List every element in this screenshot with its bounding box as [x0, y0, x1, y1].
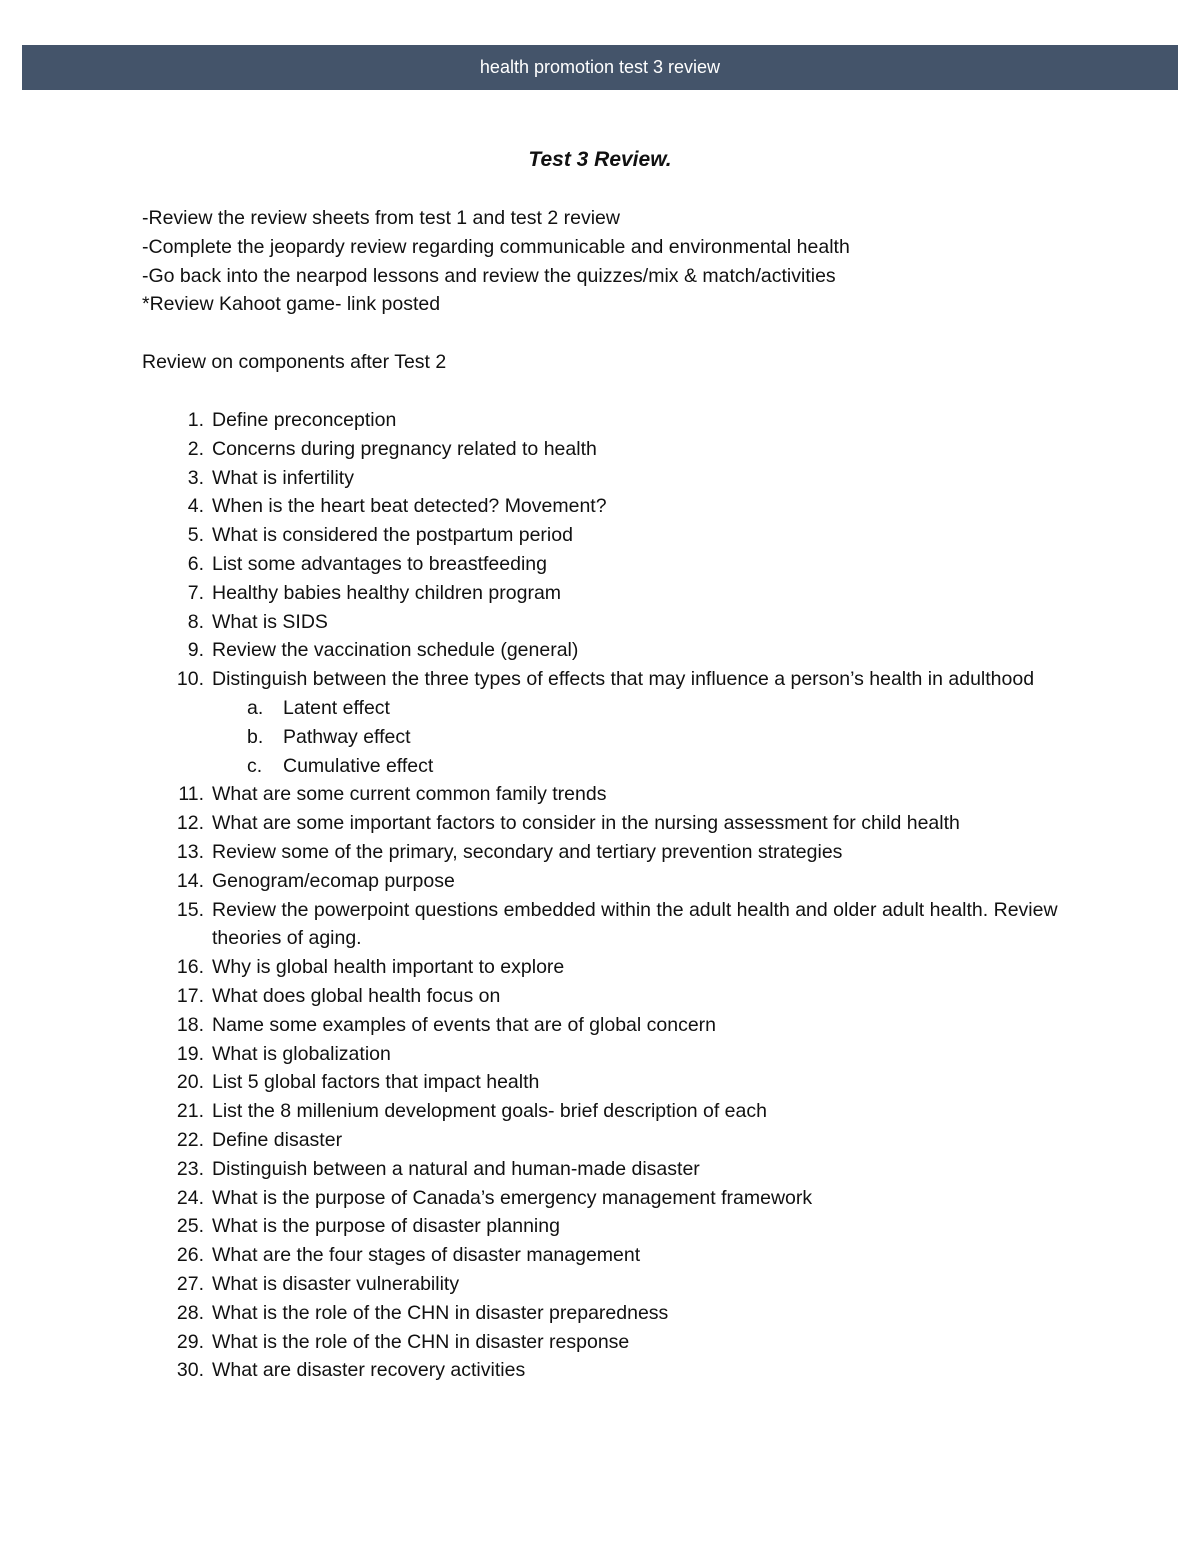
list-item [142, 982, 1062, 1011]
list-item-number: 30. [176, 1359, 204, 1382]
list-item-text: Review some of the primary, secondary and tertiary prevention strategies [212, 840, 843, 863]
list-item [142, 636, 1062, 665]
list-item [142, 1184, 1062, 1213]
list-item-text: What does global health focus on [212, 984, 501, 1007]
document-title: Test 3 Review. [528, 148, 672, 171]
list-item-number: 26. [176, 1244, 204, 1267]
list-item-text: What are some current common family trends [212, 783, 607, 806]
list-item-number: 29. [176, 1330, 204, 1353]
list-item-text: What is globalization [212, 1042, 391, 1065]
list-item-text: Review the powerpoint questions embedded within the adult health and older adult health. Review theories of aging. [212, 898, 1058, 950]
list-item-number: 15. [176, 898, 204, 921]
list-item-number: 28. [176, 1301, 204, 1324]
list-item [142, 1040, 1062, 1069]
header-title: health promotion test 3 review [479, 57, 721, 77]
list-item-number: 3. [187, 466, 204, 489]
list-item-text: Distinguish between a natural and human-made disaster [212, 1157, 700, 1180]
list-item-number: 21. [176, 1100, 204, 1123]
list-item [142, 1126, 1062, 1155]
instructions-block [142, 204, 850, 319]
list-item-number: 14. [176, 869, 204, 892]
list-item-number: 19. [176, 1042, 204, 1065]
instruction-line: -Go back into the nearpod lessons and review the quizzes/mix & match/activities [142, 264, 836, 287]
list-item-number: 12. [176, 812, 204, 835]
list-item-text: Healthy babies healthy children program [212, 581, 562, 604]
list-item-number: 17. [176, 984, 204, 1007]
list-item [142, 435, 1062, 464]
sub-list-item-text: Latent effect [283, 696, 390, 719]
list-item-number: 24. [176, 1186, 204, 1209]
list-item [142, 464, 1062, 493]
header-bar [22, 45, 1178, 90]
list-item-text: List the 8 millenium development goals- brief description of each [212, 1100, 767, 1123]
list-item-text: What are the four stages of disaster management [212, 1244, 641, 1267]
list-item [142, 838, 1062, 867]
list-item-text: Define preconception [212, 409, 397, 431]
list-item-number: 4. [187, 495, 204, 518]
list-item-number: 27. [176, 1272, 204, 1295]
list-item [142, 665, 1062, 780]
list-item-number: 6. [187, 552, 204, 575]
list-item [142, 579, 1062, 608]
sub-list-item-letter: b. [247, 725, 264, 748]
instruction-line: -Review the review sheets from test 1 and test 2 review [142, 207, 620, 229]
instruction-line: -Complete the jeopardy review regarding communicable and environmental health [142, 235, 850, 258]
list-item-number: 22. [176, 1128, 204, 1151]
list-item [142, 521, 1062, 550]
list-item [142, 867, 1062, 896]
list-item [142, 608, 1062, 637]
instruction-line: *Review Kahoot game- link posted [142, 293, 441, 316]
sub-list-item-letter: a. [247, 696, 264, 719]
list-item-text: Review the vaccination schedule (general) [212, 639, 579, 662]
list-item-text: What is the role of the CHN in disaster preparedness [212, 1301, 669, 1324]
list-item [142, 550, 1062, 579]
list-item [142, 1356, 1062, 1385]
list-item-text: What is infertility [212, 466, 354, 489]
list-item-text: What is considered the postpartum period [212, 524, 573, 547]
sub-list-item-letter: c. [247, 754, 263, 777]
list-item-text: What is SIDS [212, 610, 328, 633]
list-item [142, 492, 1062, 521]
list-item-number: 18. [176, 1013, 204, 1036]
list-item-number: 20. [176, 1071, 204, 1094]
list-item-number: 25. [176, 1215, 204, 1238]
review-question-list [142, 406, 1062, 1385]
list-item [142, 1011, 1062, 1040]
list-item [142, 809, 1062, 838]
list-item-number: 10. [176, 668, 204, 691]
list-item-text: What are disaster recovery activities [212, 1359, 526, 1382]
list-item-text: Name some examples of events that are of global concern [212, 1013, 717, 1036]
list-item-text: List some advantages to breastfeeding [212, 552, 547, 575]
list-item [142, 953, 1062, 982]
list-item-number: 7. [187, 581, 204, 604]
list-item-number: 5. [187, 524, 204, 547]
list-item-text: What is disaster vulnerability [212, 1272, 460, 1295]
list-item-text: What are some important factors to consider in the nursing assessment for child health [212, 812, 960, 835]
list-item-text: What is the purpose of Canada’s emergency management framework [212, 1186, 813, 1209]
list-item-number: 2. [187, 437, 204, 460]
list-item-number: 11. [178, 783, 204, 806]
list-item [142, 780, 1062, 809]
list-item [142, 1241, 1062, 1270]
list-item-text: Define disaster [212, 1128, 343, 1151]
section-heading: Review on components after Test 2 [142, 351, 447, 373]
sub-list-item-text: Pathway effect [283, 725, 411, 748]
list-item [142, 1328, 1062, 1357]
list-item [142, 1155, 1062, 1184]
list-item-number: 13. [176, 840, 204, 863]
list-item-number: 8. [187, 610, 204, 633]
list-item-text: List 5 global factors that impact health [212, 1071, 540, 1094]
list-item [142, 1299, 1062, 1328]
list-item [142, 1068, 1062, 1097]
list-item [142, 896, 1062, 954]
list-item [142, 1270, 1062, 1299]
sub-list [212, 694, 1062, 780]
list-item-text: When is the heart beat detected? Movement? [212, 495, 607, 518]
list-item-text: Concerns during pregnancy related to health [212, 437, 597, 460]
list-item [142, 1212, 1062, 1241]
list-item-number: 23. [176, 1157, 204, 1180]
list-item [142, 1097, 1062, 1126]
list-item-number: 9. [187, 639, 204, 662]
list-item-text: What is the purpose of disaster planning [212, 1215, 560, 1238]
list-item-text: Genogram/ecomap purpose [212, 869, 455, 892]
sub-list-item [212, 694, 1062, 723]
list-item [142, 406, 1062, 435]
sub-list-item [212, 723, 1062, 752]
list-item-text: Distinguish between the three types of effects that may influence a person’s health in adulthood [212, 668, 1035, 691]
list-item-text: Why is global health important to explore [212, 956, 565, 979]
sub-list-item-text: Cumulative effect [283, 754, 434, 777]
list-item-number: 1. [187, 409, 204, 431]
list-item-number: 16. [176, 956, 204, 979]
sub-list-item [212, 752, 1062, 781]
list-item-text: What is the role of the CHN in disaster response [212, 1330, 630, 1353]
